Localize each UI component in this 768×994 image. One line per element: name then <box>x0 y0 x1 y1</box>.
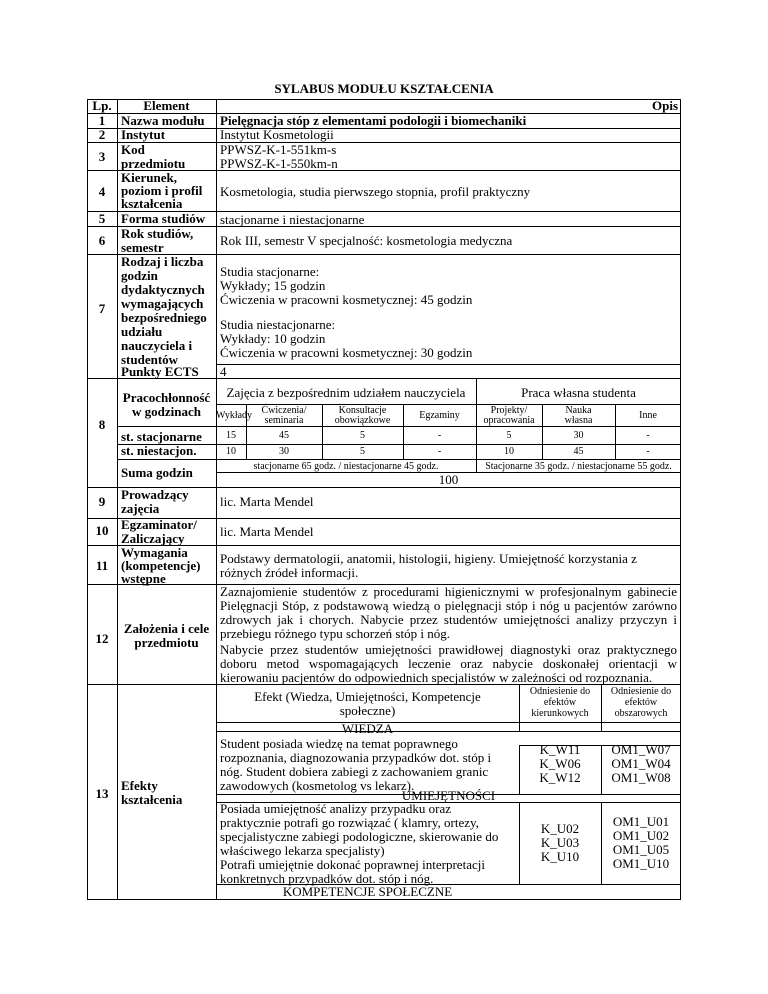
goals-label: przedmiotu <box>134 635 199 650</box>
row-number: 12 <box>95 631 109 646</box>
row-number: 10 <box>95 523 109 538</box>
stac-other: - <box>646 430 650 441</box>
col-header-exercises: seminaria <box>264 415 304 426</box>
col-divider-2 <box>216 99 217 900</box>
ref-major-header: kierunkowych <box>531 708 589 719</box>
group-teacher-header: Zajęcia z bezpośrednim udziałem nauczyciela <box>226 385 466 400</box>
ects-label: Punkty ECTS <box>121 364 199 379</box>
stac-exams: - <box>437 430 442 441</box>
year-label: Rok studiów, <box>121 226 194 241</box>
outcomes-label: kształcenia <box>121 792 183 807</box>
field-label: kształcenia <box>121 196 183 211</box>
outcomes-col-line <box>601 722 602 731</box>
skills-ref-area: OM1_U05 <box>612 842 670 857</box>
row-number: 13 <box>95 786 109 801</box>
skills-text: Posiada umiejętność analizy przypadku oraz <box>220 801 452 816</box>
row-number: 6 <box>98 233 106 248</box>
niestac-other: - <box>646 446 650 457</box>
skills-heading: UMIEJĘTNOŚCI <box>401 788 496 803</box>
goals-text: zdrowych jak i chorych. Nabycie przez studentów umiejętności analizy przyczyn i <box>220 612 677 627</box>
workload-line <box>216 444 681 445</box>
code-label: przedmiotu <box>121 156 186 171</box>
hours-label: bezpośredniego <box>121 310 207 325</box>
knowledge-ref-major: K_W06 <box>539 756 581 771</box>
hours-value: Ćwiczenia w pracowni kosmetycznej: 45 godzin <box>220 292 473 307</box>
examiner-value: lic. Marta Mendel <box>220 524 314 539</box>
hours-value: Ćwiczenia w pracowni kosmetycznej: 30 godzin <box>220 345 473 360</box>
col-header-other: Inne <box>639 410 657 421</box>
ref-major-header: efektów <box>543 697 577 708</box>
col-header-consultations: Konsultacje <box>338 405 387 416</box>
goals-label: Założenia i cele <box>123 621 210 636</box>
outcomes-col-line <box>519 722 520 731</box>
stac-self-study: 30 <box>573 430 584 441</box>
knowledge-heading: WIEDZA <box>341 721 394 736</box>
ref-major-header: Odniesienie do <box>529 686 591 697</box>
col-header-exams: Egzaminy <box>419 410 460 421</box>
workload-sum-label: Suma godzin <box>121 465 193 480</box>
niestac-self-study: 45 <box>573 446 584 457</box>
instructor-label: Prowadzący <box>121 487 189 502</box>
row-line <box>87 128 681 129</box>
outcomes-header: Efekt (Wiedza, Umiejętności, Kompetencje <box>254 689 481 704</box>
row-number: 1 <box>98 113 106 128</box>
col-header-exercises: Ćwiczenia/ <box>261 405 307 416</box>
module-name-value: Pielęgnacja stóp z elementami podologii i biomechaniki <box>220 113 527 128</box>
instructor-label: zajęcia <box>121 501 160 516</box>
knowledge-ref-area: OM1_W07 <box>611 742 671 757</box>
workload-stac-label: st. stacjonarne <box>121 429 202 444</box>
workload-line <box>117 426 216 427</box>
social-competence-heading: KOMPETENCJE SPOŁECZNE <box>282 884 453 899</box>
ref-area-header: obszarowych <box>614 708 668 719</box>
code-label: Kod <box>121 142 145 157</box>
niestac-projects: 10 <box>504 446 514 457</box>
skills-ref-major: K_U10 <box>540 849 580 864</box>
hours-label: studentów <box>121 352 179 367</box>
skills-ref-area: OM1_U02 <box>612 828 670 843</box>
skills-ref-major: K_U02 <box>540 821 580 836</box>
code-value: PPWSZ-K-1-550km-n <box>220 156 338 171</box>
row-line <box>216 364 681 365</box>
knowledge-ref-area: OM1_W08 <box>611 770 671 785</box>
requirements-label: wstępne <box>121 571 166 586</box>
outcomes-line <box>216 731 519 732</box>
col-header-projects: Projekty/ <box>490 405 528 416</box>
skills-text: Potrafi umiejętnie dokonać poprawnej interpretacji <box>220 857 485 872</box>
workload-niestac-label: st. niestacjon. <box>121 443 197 458</box>
col-header-consultations: obowiązkowe <box>334 415 391 426</box>
skills-ref-major: K_U03 <box>540 835 580 850</box>
row-number: 8 <box>98 417 106 432</box>
requirements-label: Wymagania <box>121 545 188 560</box>
goals-text: Nabycie przez studentów umiejętności prawidłowej diagnostyki oraz praktycznego <box>220 642 677 657</box>
knowledge-ref-major: K_W11 <box>539 742 581 757</box>
skills-text: konkretnych przypadków dot. stóp i nóg. <box>220 871 434 886</box>
field-value: Kosmetologia, studia pierwszego stopnia, profil praktyczny <box>220 184 531 199</box>
examiner-label: Zaliczający <box>121 531 185 546</box>
knowledge-ref-area: OM1_W04 <box>611 756 671 771</box>
row-line <box>87 142 681 143</box>
requirements-value: Podstawy dermatologii, anatomii, histologii, higieny. Umiejętność korzystania z <box>220 551 637 566</box>
workload-line <box>117 459 216 460</box>
stac-exercises: 45 <box>279 430 289 441</box>
goals-text: doboru metod wspomagających leczenie oraz nabycie doskonałej orientacji w <box>220 656 677 671</box>
niestac-consultations: 5 <box>360 446 365 457</box>
study-form-label: Forma studiów <box>121 211 206 226</box>
year-value: Rok III, semestr V specjalność: kosmetologia medyczna <box>220 233 513 248</box>
knowledge-text: nóg. Student dobiera zabiegi z zachowaniem granic <box>220 764 489 779</box>
sum-teacher-hours: stacjonarne 65 godz. / niestacjonarne 45 godz. <box>253 461 439 472</box>
col-header-projects: opracowania <box>483 415 535 426</box>
hours-value: Wykłady: 10 godzin <box>220 331 326 346</box>
hours-label: dydaktycznych <box>121 282 205 297</box>
study-form-value: stacjonarne i niestacjonarne <box>220 212 365 227</box>
header-lp: Lp. <box>92 98 112 113</box>
requirements-value: różnych źródeł informacji. <box>220 565 359 580</box>
row-number: 2 <box>98 127 106 142</box>
stac-consultations: 5 <box>360 430 365 441</box>
ects-value: 4 <box>220 364 227 379</box>
row-number: 4 <box>98 184 106 199</box>
hours-value: Studia niestacjonarne: <box>220 317 336 332</box>
knowledge-text: zawodowych (kosmetolog vs lekarz). <box>220 778 415 793</box>
field-label: Kierunek, <box>121 170 177 185</box>
stac-lectures: 15 <box>226 430 236 441</box>
sum-self-hours: Stacjonarne 35 godz. / niestacjonarne 55 godz. <box>485 461 672 472</box>
stac-projects: 5 <box>506 430 512 441</box>
total-hours: 100 <box>438 472 459 487</box>
goals-text: przebiegu różnego typu schorzeń stóp i nóg. <box>220 626 450 641</box>
field-label: poziom i profil <box>121 183 203 198</box>
col-header-self-study: Nauka <box>565 405 592 416</box>
niestac-lectures: 10 <box>226 446 236 457</box>
outcomes-line <box>519 731 681 732</box>
skills-text: praktycznie potrafi go rozwiązać ( klamry, ortezy, <box>220 815 479 830</box>
niestac-exercises: 30 <box>279 446 289 457</box>
header-element: Element <box>143 98 190 113</box>
col-divider-1 <box>117 99 118 900</box>
goals-text: Zaznajomienie studentów z procedurami higienicznymi w profesjonalnym gabinecie <box>220 584 677 599</box>
knowledge-text: rozpoznania, diagnozowania przypadków dot. stóp i <box>220 750 492 765</box>
knowledge-text: Student posiada wiedzę na temat poprawnego <box>220 736 458 751</box>
outcomes-label: Efekty <box>121 778 158 793</box>
skills-ref-area: OM1_U10 <box>612 856 670 871</box>
hours-label: nauczyciela i <box>121 338 193 353</box>
ref-area-header: efektów <box>624 697 658 708</box>
row-number: 11 <box>95 558 109 573</box>
goals-text: Pielęgnacji Stóp, z podstawową wiedzą o pielęgnacji stóp i nóg u pacjentów zarówno <box>220 598 677 613</box>
outcomes-header: społeczne) <box>339 703 396 718</box>
skills-ref-area: OM1_U01 <box>612 814 670 829</box>
row-number: 3 <box>98 149 106 164</box>
hours-label: godzin <box>121 268 158 283</box>
goals-text: kierowaniu pacjentów do odpowiednich specjalistów w zależności od rozpoznania. <box>220 670 653 685</box>
hours-value: Studia stacjonarne: <box>220 264 320 279</box>
code-value: PPWSZ-K-1-551km-s <box>220 142 337 157</box>
hours-value: Wykłady; 15 godzin <box>220 278 326 293</box>
skills-text: właściwego lekarza specjalisty) <box>220 843 385 858</box>
hours-label: Rodzaj i liczba <box>121 254 204 269</box>
row-number: 9 <box>98 494 106 509</box>
ref-area-header: Odniesienie do <box>610 686 672 697</box>
requirements-label: (kompetencje) <box>121 558 201 573</box>
knowledge-ref-major: K_W12 <box>539 770 581 785</box>
hours-label: wymagających <box>121 296 204 311</box>
skills-text: specjalistyczne zabiegi podologiczne, skierowanie do <box>220 829 499 844</box>
year-label: semestr <box>121 240 164 255</box>
header-opis: Opis <box>651 98 678 113</box>
module-name-label: Nazwa modułu <box>121 113 205 128</box>
group-self-header: Praca własna studenta <box>521 385 636 400</box>
workload-line <box>216 426 681 427</box>
col-header-lectures: Wykłady <box>216 410 253 421</box>
hours-label: udziału <box>121 324 163 339</box>
workload-line <box>216 459 681 460</box>
institute-label: Instytut <box>121 127 166 142</box>
row-number: 5 <box>98 211 106 226</box>
col-header-self-study: własna <box>564 415 593 426</box>
row-number: 7 <box>98 301 106 316</box>
document-title: SYLABUS MODUŁU KSZTAŁCENIA <box>274 81 494 96</box>
examiner-label: Egzaminator/ <box>121 517 197 532</box>
workload-label: w godzinach <box>132 404 201 419</box>
workload-label: Pracochłonność <box>122 390 211 405</box>
institute-value: Instytut Kosmetologii <box>220 127 334 142</box>
instructor-value: lic. Marta Mendel <box>220 494 314 509</box>
niestac-exams: - <box>437 446 442 457</box>
